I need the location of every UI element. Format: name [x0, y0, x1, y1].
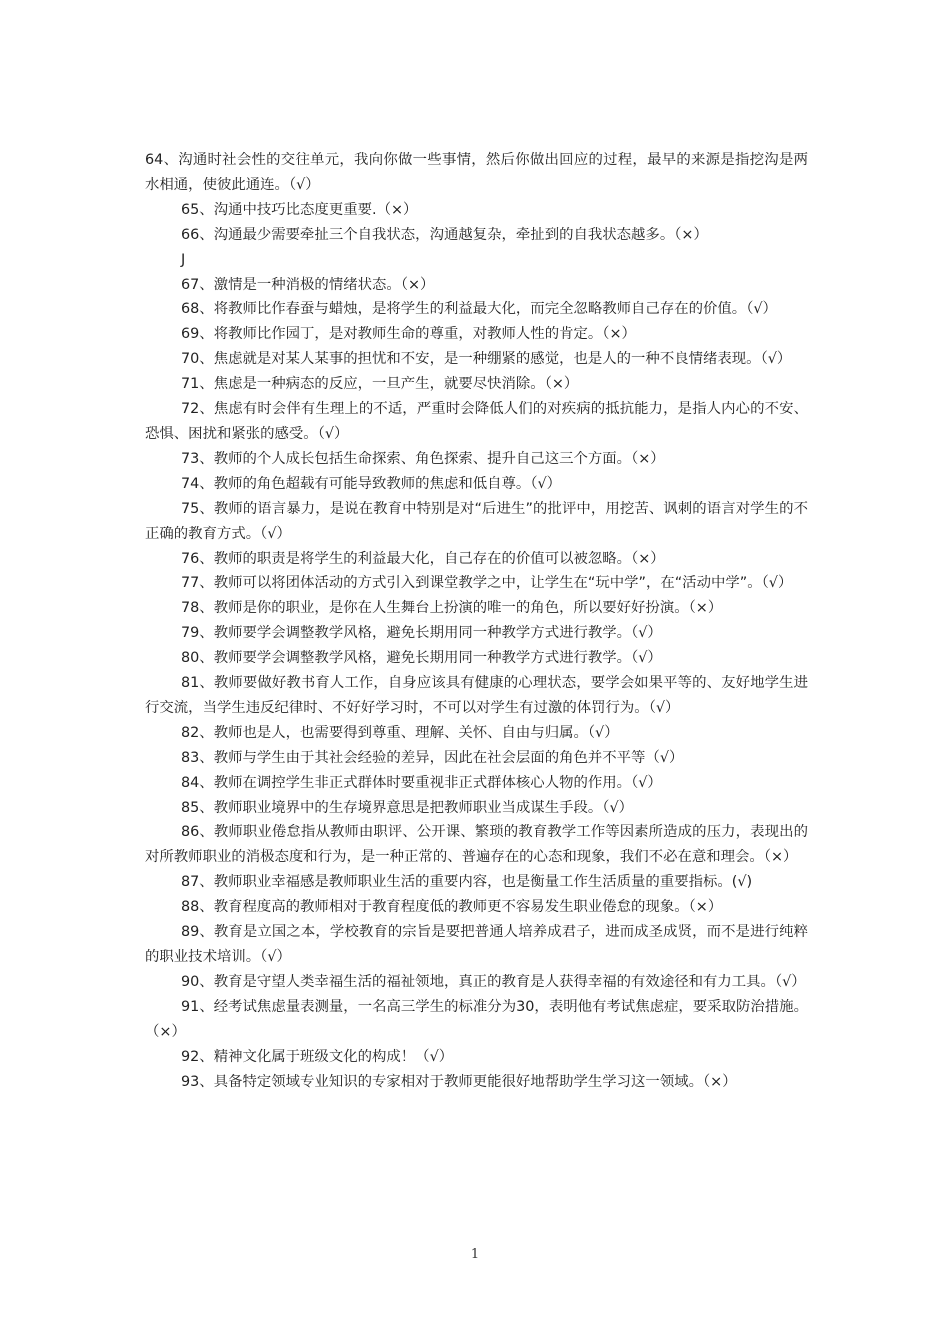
question-paragraph: 68、将教师比作春蚕与蜡烛，是将学生的利益最大化，而完全忽略教师自己存在的价值。（√） [181, 301, 777, 318]
question-paragraph: 74、教师的角色超载有可能导致教师的焦虑和低自尊。（√） [181, 475, 562, 492]
question-paragraph: 84、教师在调控学生非正式群体时要重视非正式群体核心人物的作用。（√） [181, 774, 662, 791]
question-paragraph: 90、教育是守望人类幸福生活的福祉领地，真正的教育是人获得幸福的有效途径和有力工具。（√） [181, 973, 806, 990]
question-paragraph: 78、教师是你的职业，是你在人生舞台上扮演的唯一的角色，所以要好好扮演。（×） [181, 600, 723, 617]
question-paragraph: 91、经考试焦虑量表测量，一名高三学生的标准分为30，表明他有考试焦虑症，要采取防治措施。（×） [145, 998, 808, 1040]
question-paragraph: 72、焦虑有时会伴有生理上的不适，严重时会降低人们的对疾病的抵抗能力，是指人内心的不安、恐惧、困扰和紧张的感受。（√） [145, 401, 808, 442]
question-paragraph: 81、教师要做好教书育人工作，自身应该具有健康的心理状态，要学会如果平等的、友好地学生进行交流，当学生违反纪律时、不好好学习时，不可以对学生有过激的体罚行为。（√） [145, 675, 808, 716]
question-paragraph: 64、沟通时社会性的交往单元，我向你做一些事情，然后你做出回应的过程，最早的来源是指挖沟是两水相通，使彼此通连。（√） [145, 152, 808, 193]
question-paragraph: 83、教师与学生由于其社会经验的差异，因此在社会层面的角色并不平等（√） [181, 749, 684, 766]
question-paragraph: 85、教师职业境界中的生存境界意思是把教师职业当成谋生手段。（√） [181, 799, 634, 816]
question-paragraph: 69、将教师比作园丁，是对教师生命的尊重，对教师人性的肯定。（×） [181, 326, 636, 343]
page-number: 1 [470, 1247, 480, 1262]
question-paragraph: 93、具备特定领域专业知识的专家相对于教师更能很好地帮助学生学习这一领域。（×） [181, 1073, 737, 1090]
question-paragraph: 73、教师的个人成长包括生命探索、角色探索、提升自己这三个方面。（×） [181, 450, 665, 467]
question-paragraph: 86、教师职业倦怠指从教师由职评、公开课、繁琐的教育教学工作等因素所造成的压力，表现出的对所教师职业的消极态度和行为，是一种正常的、普遍存在的心态和现象，我们不必在意和理会。（×） [145, 824, 808, 866]
question-paragraph: 88、教育程度高的教师相对于教育程度低的教师更不容易发生职业倦怠的现象。（×） [181, 899, 723, 916]
question-paragraph: 66、沟通最少需要牵扯三个自我状态，沟通越复杂，牵扯到的自我状态越多。（×） [181, 226, 708, 243]
question-paragraph: 92、精神文化属于班级文化的构成！（√） [181, 1048, 454, 1065]
question-paragraph: 71、焦虑是一种病态的反应，一旦产生，就要尽快消除。（×） [181, 376, 579, 393]
question-paragraph: 75、教师的语言暴力，是说在教育中特别是对“后进生”的批评中，用挖苦、讽刺的语言对学生的不正确的教育方式。（√） [145, 500, 808, 542]
document-body [145, 148, 808, 1094]
question-paragraph: 77、教师可以将团体活动的方式引入到课堂教学之中，让学生在“玩中学”，在“活动中学”。（√） [181, 575, 793, 592]
question-paragraph: 70、焦虑就是对某人某事的担忧和不安，是一种绷紧的感觉，也是人的一种不良情绪表现。（√） [181, 351, 792, 368]
question-paragraph: 89、教育是立国之本，学校教育的宗旨是要把普通人培养成君子，进而成圣成贤，而不是进行纯粹的职业技术培训。（√） [145, 924, 808, 965]
question-paragraph: 82、教师也是人，也需要得到尊重、理解、关怀、自由与归属。（√） [181, 724, 619, 741]
question-paragraph: 76、教师的职责是将学生的利益最大化，自己存在的价值可以被忽略。（×） [181, 550, 665, 567]
question-paragraph: 67、激情是一种消极的情绪状态。（×） [181, 276, 435, 293]
question-paragraph: 65、沟通中技巧比态度更重要.（×） [181, 201, 418, 218]
question-paragraph: 80、教师要学会调整教学风格，避免长期用同一种教学方式进行教学。（√） [181, 650, 662, 667]
question-paragraph: J [181, 251, 186, 268]
question-paragraph: 87、教师职业幸福感是教师职业生活的重要内容，也是衡量工作生活质量的重要指标。(√) [181, 874, 753, 891]
question-paragraph: 79、教师要学会调整教学风格，避免长期用同一种教学方式进行教学。（√） [181, 625, 662, 642]
